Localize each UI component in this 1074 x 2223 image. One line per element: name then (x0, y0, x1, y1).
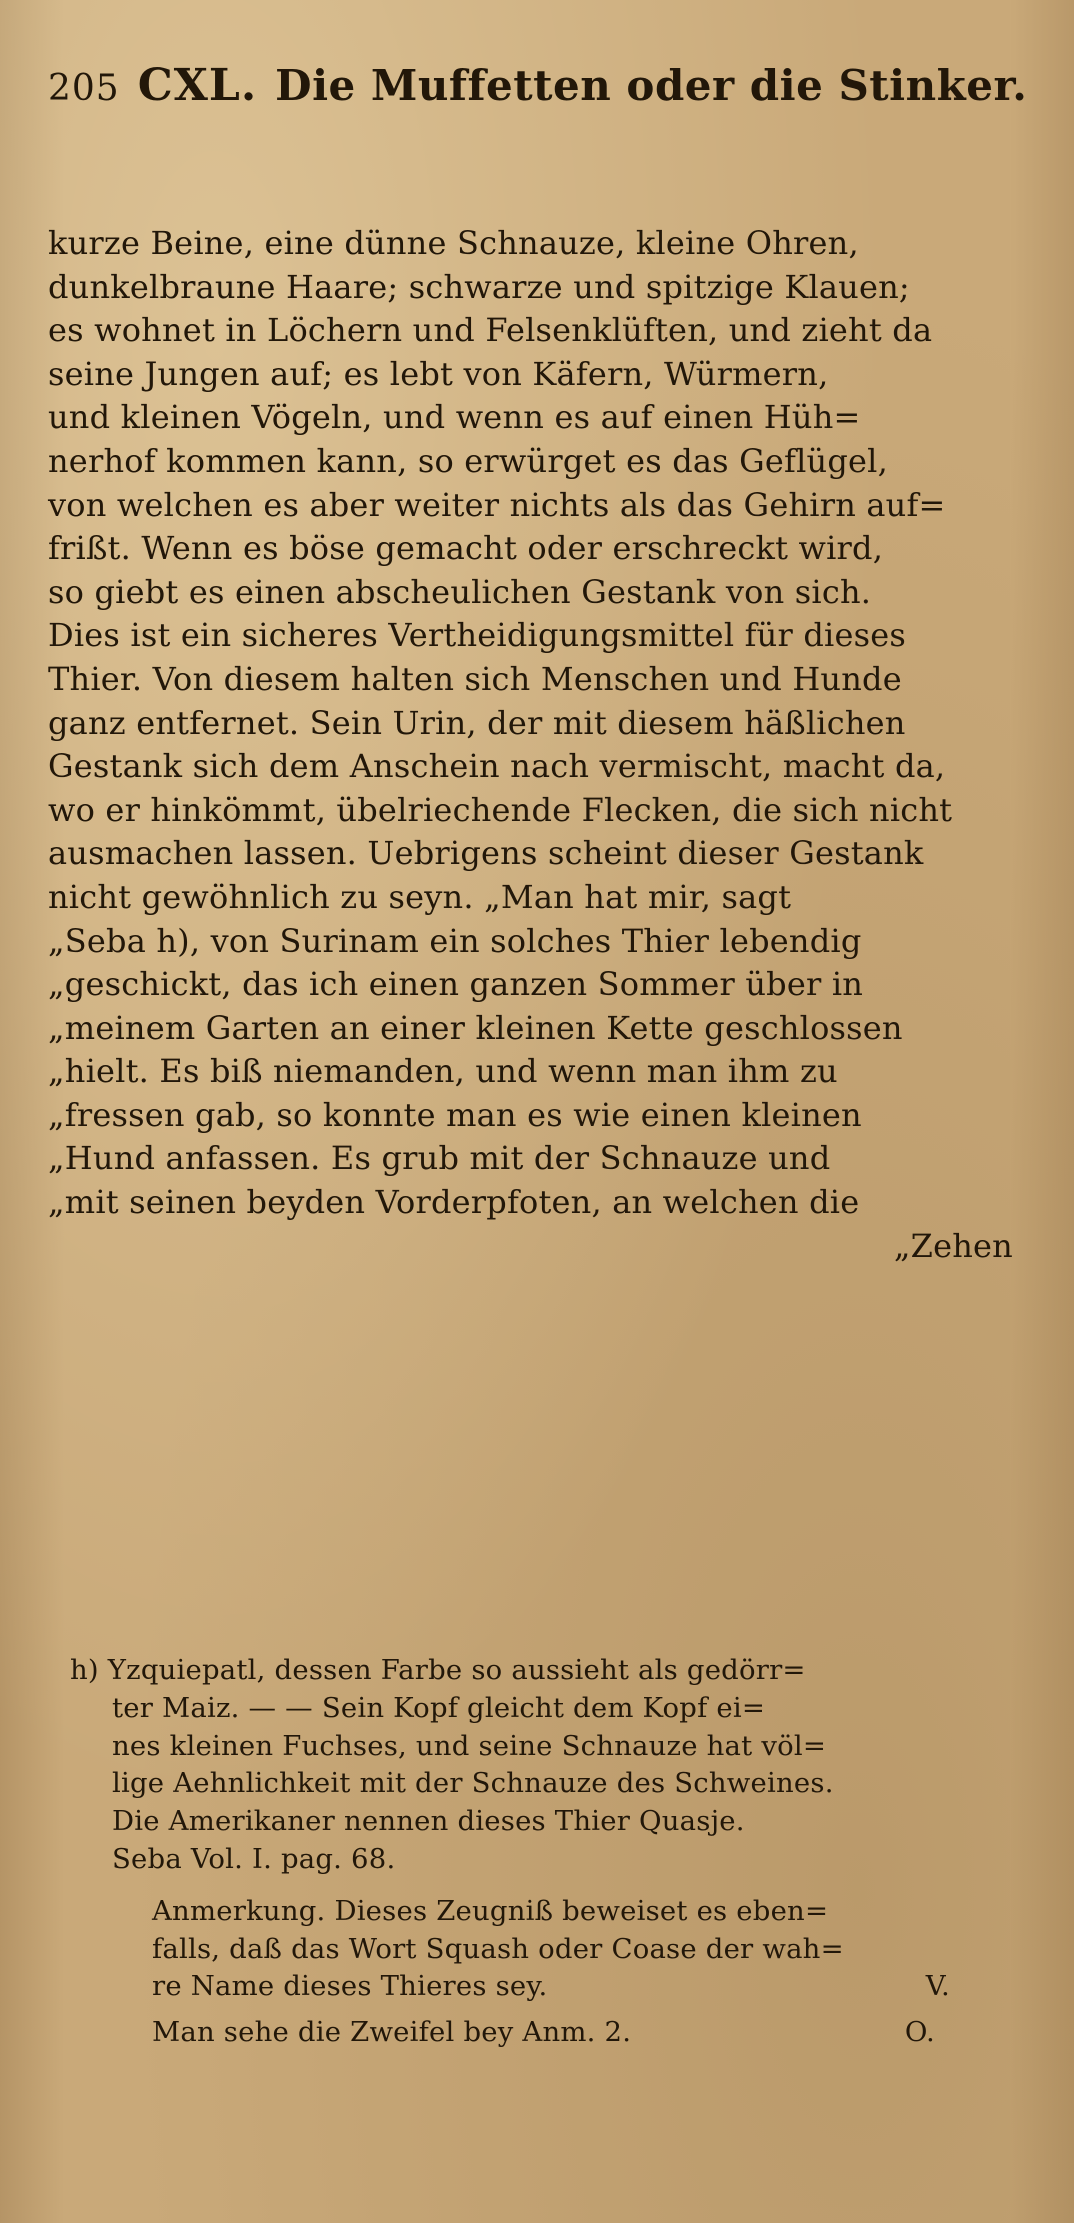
text-line: Thier. Von diesem halten sich Menschen und Hunde (48, 659, 902, 698)
text-line: von welchen es aber weiter nichts als das Gehirn auf= (48, 485, 946, 524)
see-also-signature: O. (904, 2016, 935, 2049)
text-line: so giebt es einen abscheulichen Gestank von sich. (48, 572, 872, 611)
footnotes (70, 1652, 1030, 2052)
text-line: ganz entfernet. Sein Urin, der mit diesem häßlichen (48, 703, 906, 742)
remark-line (152, 1968, 1030, 2006)
remark-signature: V. (925, 1970, 950, 2003)
catchword: „Zehen (893, 1226, 1013, 1265)
remark-text: re Name dieses Thieres sey. (152, 1970, 548, 2003)
text-line: kurze Beine, eine dünne Schnauze, kleine Ohren, (48, 224, 859, 262)
text-line: „geschickt, das ich einen ganzen Sommer über in (48, 965, 864, 1004)
text-line: Dies ist ein sicheres Vertheidigungsmittel für dieses (48, 616, 906, 655)
footnote-line: nes kleinen Fuchses, und seine Schnauze hat völ= (112, 1729, 827, 1762)
footnote-line: Die Amerikaner nennen dieses Thier Quasje. (112, 1805, 745, 1838)
text-line: seine Jungen auf; es lebt von Käfern, Würmern, (48, 354, 829, 393)
text-line: ausmachen lassen. Uebrigens scheint dieser Gestank (48, 834, 924, 873)
text-line: „Seba h), von Surinam ein solches Thier lebendig (48, 921, 862, 960)
remark-line: Anmerkung. Dieses Zeugniß beweiset es eben= (152, 1894, 829, 1927)
text-line: nerhof kommen kann, so erwürget es das Geflügel, (48, 441, 888, 480)
footnote-line: lige Aehnlichkeit mit der Schnauze des Schweines. (112, 1767, 834, 1800)
footnote-line: ter Maiz. — — Sein Kopf gleicht dem Kopf ei= (112, 1691, 766, 1724)
text-line: frißt. Wenn es böse gemacht oder erschreckt wird, (48, 529, 884, 568)
text-line: „mit seinen beyden Vorderpfoten, an welchen die (48, 1183, 860, 1222)
text-line: nicht gewöhnlich zu seyn. „Man hat mir, sagt (48, 877, 792, 916)
footnote-h (70, 1652, 1030, 1879)
text-line: es wohnet in Löchern und Felsenklüften, und zieht da (48, 311, 933, 350)
text-line: „meinem Garten an einer kleinen Kette geschlossen (48, 1008, 903, 1047)
text-line: dunkelbraune Haare; schwarze und spitzige Klauen; (48, 267, 910, 306)
chapter-title: Die Muffetten oder die Stinker. (275, 61, 1028, 110)
text-line: „hielt. Es biß niemanden, und wenn man ihm zu (48, 1052, 838, 1091)
text-line: Gestank sich dem Anschein nach vermischt, macht da, (48, 747, 946, 786)
text-line: wo er hinkömmt, übelriechende Flecken, die sich nicht (48, 790, 953, 829)
text-line: und kleinen Vögeln, und wenn es auf einen Hüh= (48, 398, 861, 437)
remark (70, 1893, 1030, 2006)
running-head (48, 60, 1030, 130)
main-text (48, 222, 1033, 1268)
see-also-line (152, 2014, 1030, 2052)
footnote-line: Seba Vol. I. pag. 68. (112, 1842, 396, 1875)
chapter-number: CXL. (137, 60, 258, 111)
text-line: „fressen gab, so konnte man es wie einen kleinen (48, 1095, 862, 1134)
text-line: „Hund anfassen. Es grub mit der Schnauze und (48, 1139, 831, 1178)
see-also-note (70, 2014, 1030, 2052)
page-number: 205 (48, 68, 120, 109)
footnote-line: h) Yzquiepatl, dessen Farbe so aussieht als gedörr= (70, 1654, 806, 1686)
see-also-text: Man sehe die Zweifel bey Anm. 2. (152, 2016, 632, 2049)
remark-line: falls, daß das Wort Squash oder Coase der wah= (152, 1932, 844, 1965)
